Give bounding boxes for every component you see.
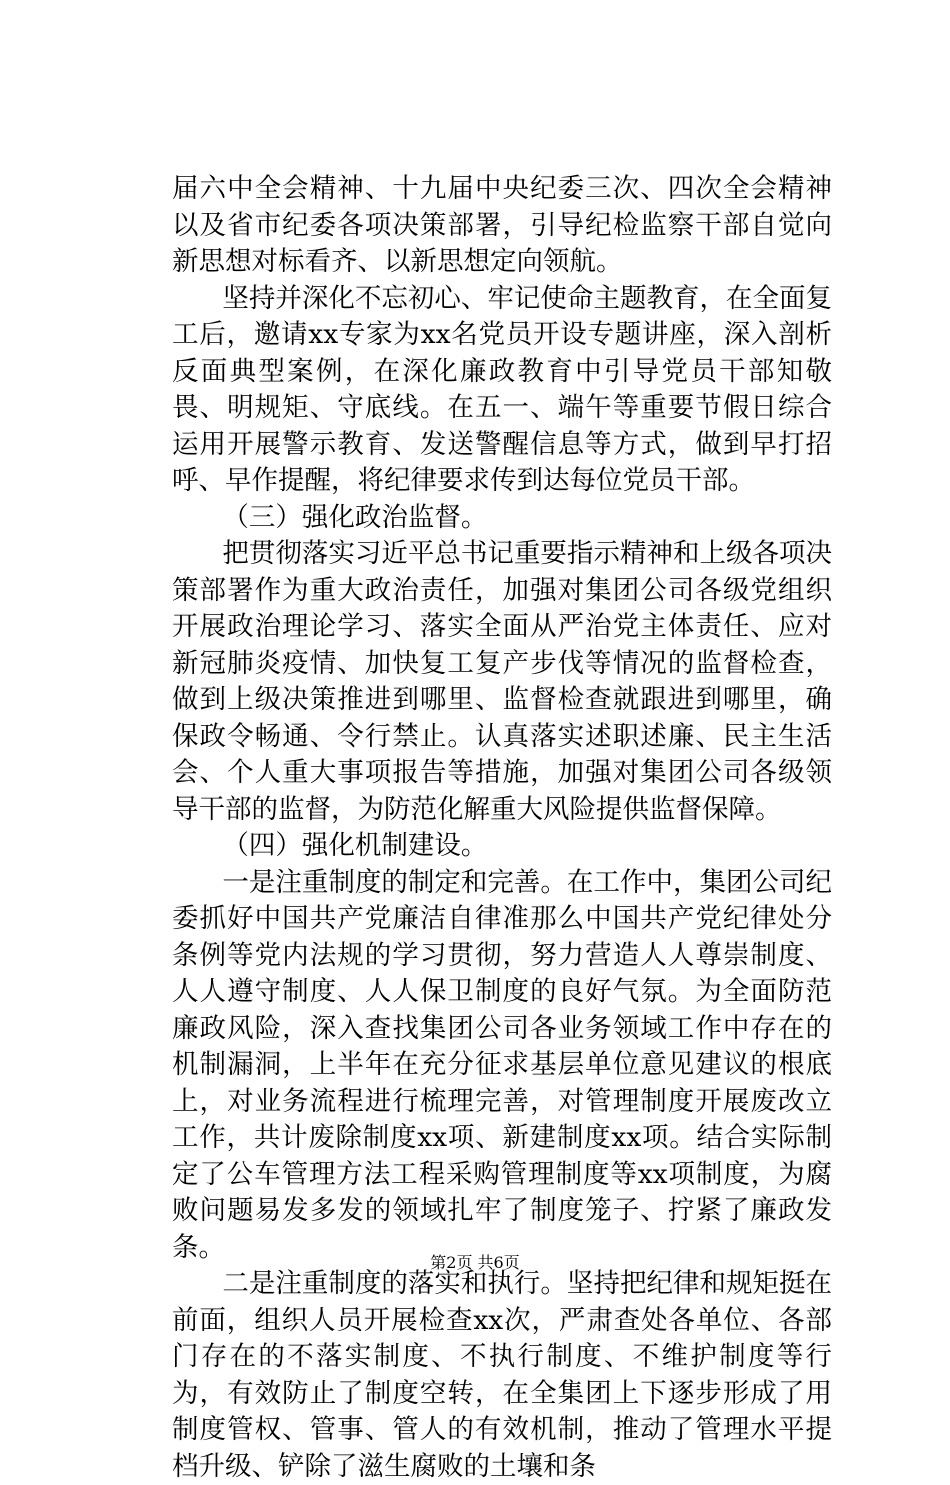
page-number-footer: 第2页 共6页 xyxy=(430,1253,520,1272)
section-heading-political-supervision: （三）强化政治监督。 xyxy=(222,501,488,533)
paragraph-system-formulation: 一是注重制度的制定和完善。在工作中，集团公司纪委抓好中国共产党廉洁自律准那么中国共产党纪律处分条例等党内法规的学习贯彻，努力营造人人尊崇制度、人人遵守制度、人人保卫制度的良好气氛。为全面防范廉政风险，深入查找集团公司各业务领域工作中存在的机制漏洞，上半年在充分征求基层单位意见建议的根底上，对业务流程进行梳理完善，对管理制度开展废改立工作，共计废除制度xx项、新建制度xx项。结合实际制定了公车管理方法工程采购管理制度等xx项制度，为腐败问题易发多发的领域扎牢了制度笼子、拧紧了廉政发条。 xyxy=(172,866,832,1263)
paragraph-political-supervision: 把贯彻落实习近平总书记重要指示精神和上级各项决策部署作为重大政治责任，加强对集团公司各级党组织开展政治理论学习、落实全面从严治党主体责任、应对新冠肺炎疫情、加快复工复产步伐等情况的监督检查，做到上级决策推进到哪里、监督检查就跟进到哪里，确保政令畅通、令行禁止。认真落实述职述廉、民主生活会、个人重大事项报告等措施，加强对集团公司各级领导干部的监督，为防范化解重大风险提供监督保障。 xyxy=(172,538,832,825)
document-body xyxy=(172,171,832,1485)
paragraph-system-implementation: 二是注重制度的落实和执行。坚持把纪律和规矩挺在前面，组织人员开展检查xx次，严肃查处各单位、各部门存在的不落实制度、不执行制度、不维护制度等行为，有效防止了制度空转，在全集团上下逐步形成了用制度管权、管事、管人的有效机制，推动了管理水平提档升级、铲除了滋生腐败的土壤和条 xyxy=(172,1268,832,1482)
section-heading-mechanism-building: （四）强化机制建设。 xyxy=(222,830,488,861)
paragraph-continuation: 届六中全会精神、十九届中央纪委三次、四次全会精神以及省市纪委各项决策部署，引导纪检监察干部自觉向新思想对标看齐、以新思想定向领航。 xyxy=(172,173,832,277)
paragraph-education: 坚持并深化不忘初心、牢记使命主题教育，在全面复工后，邀请xx专家为xx名党员开设专题讲座，深入剖析反面典型案例，在深化廉政教育中引导党员干部知敬畏、明规矩、守底线。在五一、端午等重要节假日综合运用开展警示教育、发送警醒信息等方式，做到早打招呼、早作提醒，将纪律要求传到达每位党员干部。 xyxy=(172,282,832,496)
